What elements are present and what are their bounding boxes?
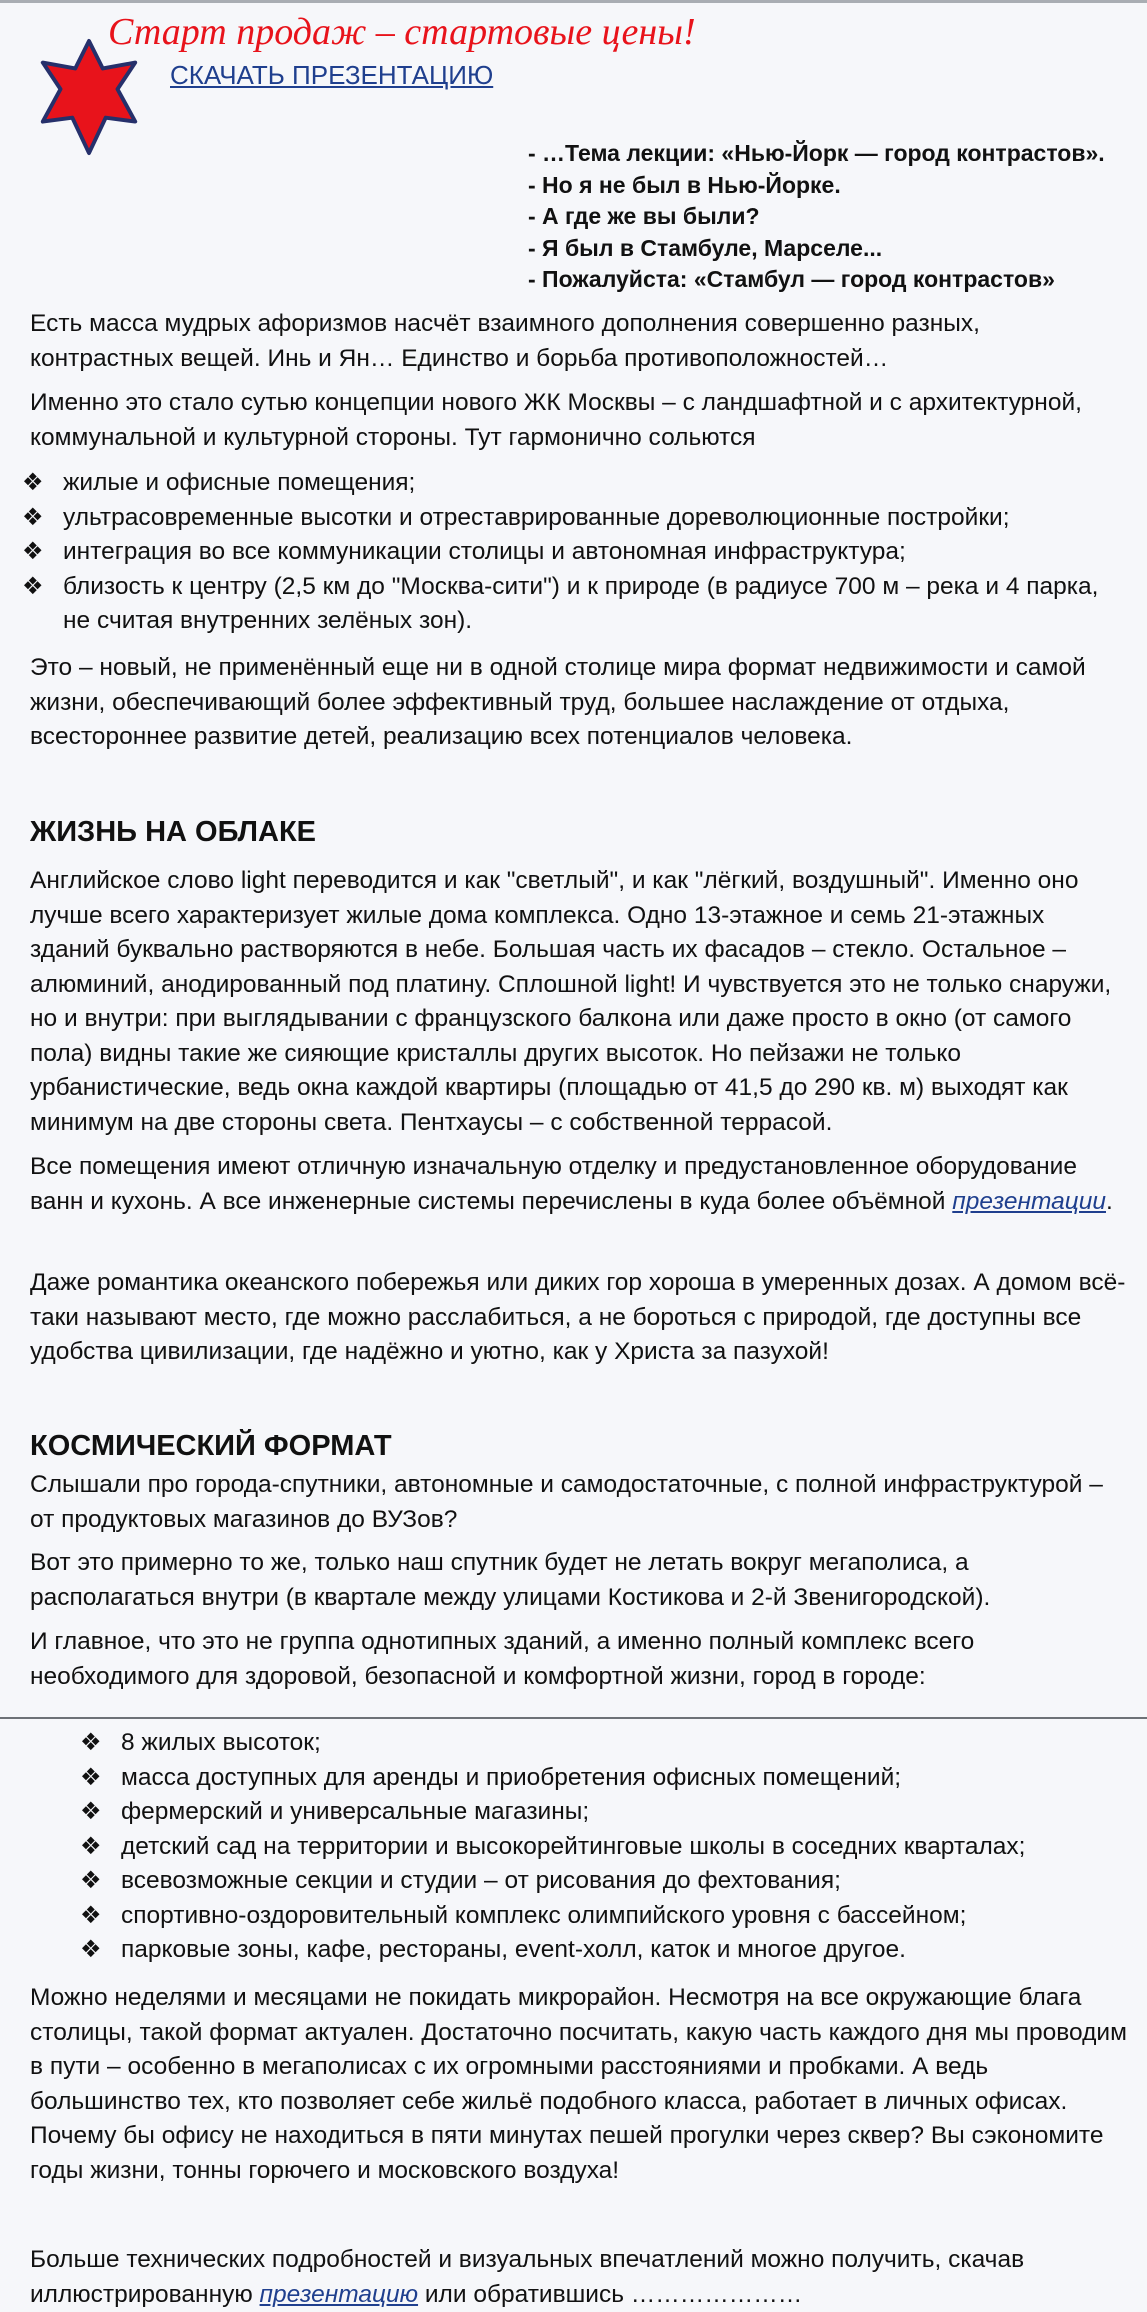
list-item: ❖ парковые зоны, кафе, рестораны, event-холл, каток и многое другое. [80,1933,1140,1968]
dialog-line: - А где же вы были? [528,203,760,229]
diamond-bullet-icon: ❖ [80,1798,102,1825]
epigraph-dialog [528,138,1105,296]
list-item: ❖ близость к центру (2,5 км до "Москва-сити") и к природе (в радиусе 700 м – река и 4 парка, не считая внутренних зелёных зон). [22,570,1132,639]
cosmic-paragraph-4: Можно неделями и месяцами не покидать микрорайон. Несмотря на все окружающие блага столицы, такой формат актуален. Достаточно посчитать, какую часть каждого дня мы проводим в пути – особенно в мегаполисах с их огромными расстояниями и пробками. А ведь большинство тех, кто позволяет себе жильё подобного класса, работает в личных офисах. Почему бы офису не находиться в пяти минутах пешей прогулки через сквер? Вы сэкономите годы жизни, тонны горючего и московского воздуха! [30,1984,1127,2184]
list-item: ❖ жилые и офисные помещения; [22,466,1132,501]
dialog-line: - Я был в Стамбуле, Марселе... [528,234,883,261]
top-rule [0,0,1147,3]
dialog-line: - …Тема лекции: «Нью-Йорк — город контрастов». [528,140,1105,166]
list-item: ❖ 8 жилых высоток; [80,1726,1140,1761]
presentation-link[interactable]: презентацию [259,2280,419,2308]
cloud-life-paragraph-2: Все помещения имеют отличную изначальную отделку и предустановленное оборудование ванн и кухонь. А все инженерные системы перечислены в куда более объёмной презентации. [30,1153,1113,1215]
list-item: ❖ ультрасовременные высотки и отреставрированные дореволюционные постройки; [22,501,1132,536]
cloud-life-paragraph-1: Английское слово light переводится и как "светлый", и как "лёгкий, воздушный". Именно оно лучше всего характеризует жилые дома комплекса. Одно 13-этажное и семь 21-этажных зданий буквально растворяются в небе. Большая часть их фасадов – стекло. Остальное – алюминий, анодированный под платину. Сплошной light! И чувствуется это не только снаружи, но и внутри: при выглядывании с французского балкона или даже просто в окно (от самого пола) видны такие же сияющие кристаллы других высоток. Но пейзажи не только урбанистические, ведь окна каждой квартиры (площадью от 41,5 до 290 кв. м) выходят как минимум на две стороны света. Пентхаусы – с собственной террасой. [30,867,1112,1136]
list-item: ❖ интеграция во все коммуникации столицы и автономная инфраструктура; [22,535,1132,570]
diamond-bullet-icon: ❖ [22,503,44,531]
diamond-bullet-icon: ❖ [80,1729,102,1756]
red-star-icon [30,38,148,156]
diamond-bullet-icon: ❖ [22,572,44,600]
diamond-bullet-icon: ❖ [22,538,44,565]
diamond-bullet-icon: ❖ [80,1936,102,1963]
closing-paragraph: Больше технических подробностей и визуальных впечатлений можно получить, скачав иллюстрированную презентацию или обратившись ………………… [30,2246,1025,2308]
cosmic-paragraph-1: Слышали про города-спутники, автономные и самодостаточные, с полной инфраструктурой – от продуктовых магазинов до ВУЗов? [30,1471,1103,1533]
presentation-link[interactable]: презентации [952,1187,1106,1215]
diamond-bullet-icon: ❖ [80,1763,102,1791]
intro-feature-list [22,466,1132,639]
cosmic-paragraph-2: Вот это примерно то же, только наш спутник будет не летать вокруг мегаполиса, а располагаться внутри (в квартале между улицами Костикова и 2-й Звенигородской). [30,1549,991,1611]
section-heading-cosmic-format: КОСМИЧЕСКИЙ ФОРМАТ [30,1430,392,1462]
promo-title: Старт продаж – стартовые цены! [108,11,696,53]
list-item: ❖ масса доступных для аренды и приобретения офисных помещений; [80,1761,1140,1796]
diamond-bullet-icon: ❖ [80,1832,102,1860]
list-item: ❖ спортивно-оздоровительный комплекс олимпийского уровня с бассейном; [80,1899,1140,1934]
dialog-line: - Но я не был в Нью-Йорке. [528,171,841,198]
diamond-bullet-icon: ❖ [80,1901,102,1929]
intro-paragraph-1: Есть масса мудрых афоризмов насчёт взаимного дополнения совершенно разных, контрастных вещей. Инь и Ян… Единство и борьба противоположностей… [30,310,980,372]
cosmic-amenities-list [80,1726,1140,1968]
diamond-bullet-icon: ❖ [80,1867,102,1894]
intro-paragraph-3: Это – новый, не применённый еще ни в одной столице мира формат недвижимости и самой жизни, обеспечивающий более эффективный труд, большее наслаждение от отдыха, всестороннее развитие детей, реализацию всех потенциалов человека. [30,654,1086,750]
dialog-line: - Пожалуйста: «Стамбул — город контрастов» [528,266,1055,292]
horizontal-divider [0,1717,1147,1719]
intro-paragraph-2: Именно это стало сутью концепции нового ЖК Москвы – с ландшафтной и с архитектурной, коммунальной и культурной стороны. Тут гармонично сольются [30,389,1082,451]
cosmic-paragraph-3: И главное, что это не группа однотипных зданий, а именно полный комплекс всего необходимого для здоровой, безопасной и комфортной жизни, город в городе: [30,1628,975,1690]
list-item: ❖ всевозможные секции и студии – от рисования до фехтования; [80,1864,1140,1899]
diamond-bullet-icon: ❖ [22,469,44,496]
list-item: ❖ детский сад на территории и высокорейтинговые школы в соседних кварталах; [80,1830,1140,1865]
cloud-life-paragraph-3: Даже романтика океанского побережья или диких гор хороша в умеренных дозах. А домом всё-таки называют место, где можно расслабиться, а не бороться с природой, где доступны все удобства цивилизации, где надёжно и уютно, как у Христа за пазухой! [30,1269,1126,1365]
section-heading-cloud-life: ЖИЗНЬ НА ОБЛАКЕ [30,816,317,848]
list-item: ❖ фермерский и универсальные магазины; [80,1795,1140,1830]
download-presentation-link[interactable]: СКАЧАТЬ ПРЕЗЕНТАЦИЮ [170,60,494,90]
